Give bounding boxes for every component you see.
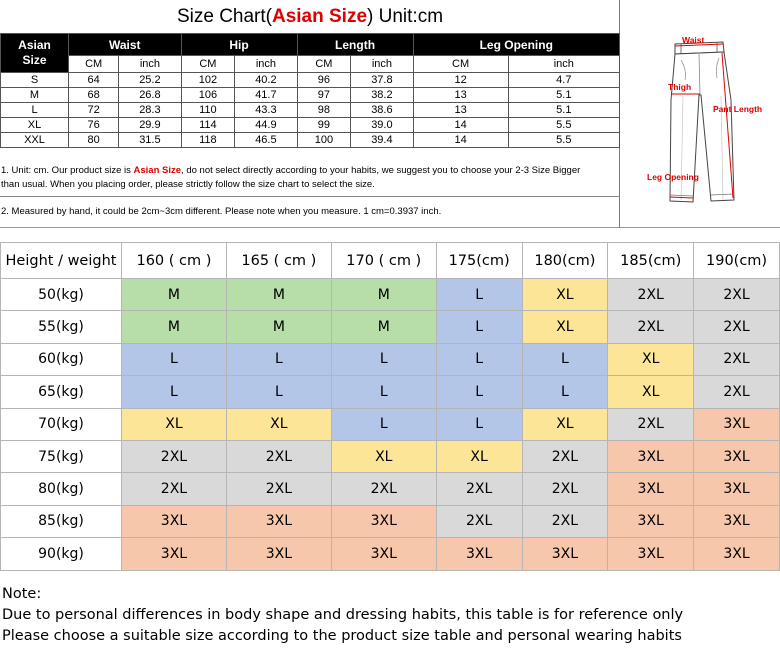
weight-cell: 75(kg) [1,440,122,472]
size-recommendation-cell: 2XL [122,473,227,505]
size-recommendation-cell: 3XL [694,538,780,570]
size-recommendation-cell: M [122,311,227,343]
size-recommendation-cell: 2XL [226,473,331,505]
size-recommendation-cell: XL [522,279,608,311]
weight-cell: 65(kg) [1,376,122,408]
divider [0,196,620,197]
unit-header: CM [413,56,508,73]
measurement-cell: 5.1 [508,88,619,103]
size-recommendation-cell: XL [331,440,436,472]
height-weight-rows [1,279,780,571]
unit-header: inch [351,56,413,73]
size-recommendation-cell: 3XL [694,473,780,505]
size-recommendation-cell: 2XL [522,473,608,505]
size-recommendation-cell: L [226,376,331,408]
table-row [1,88,620,103]
size-recommendation-cell: L [331,343,436,375]
measurement-cell: 64 [69,73,119,88]
measurement-cell: 80 [69,133,119,148]
chart-title: Size Chart(Asian Size) Unit:cm [176,6,444,27]
size-column-header: Asian Size [1,34,69,73]
unit-header: inch [235,56,297,73]
height-weight-table [0,242,780,571]
measurement-cell: 100 [297,133,351,148]
height-header: 190(cm) [694,243,780,279]
size-recommendation-cell: 2XL [694,376,780,408]
unit-header: CM [297,56,351,73]
size-recommendation-cell: 3XL [608,538,694,570]
height-header: 170 ( cm ) [331,243,436,279]
measurement-cell: 39.0 [351,118,413,133]
height-header: 180(cm) [522,243,608,279]
thigh-label: Thigh [668,82,692,92]
group-header-length: Length [297,34,413,56]
size-recommendation-cell: XL [608,376,694,408]
size-cell: L [1,103,69,118]
pants-diagram [621,0,780,228]
note-unit: 1. Unit: cm. Our product size is Asian Size, do not select directly according to your habits, we suggest you to choose your 2-3 Size Bigger than usual. When you placing order, please strictly follow the size chart to select the size. [1,165,581,190]
measurement-cell: 41.7 [235,88,297,103]
measurement-cell: 40.2 [235,73,297,88]
measurement-cell: 99 [297,118,351,133]
measurement-cell: 44.9 [235,118,297,133]
measurement-cell: 102 [181,73,235,88]
size-recommendation-cell: M [122,279,227,311]
table-row [1,440,780,472]
size-recommendation-cell: L [122,376,227,408]
size-recommendation-cell: 2XL [331,473,436,505]
measurement-cell: 43.3 [235,103,297,118]
measurement-cell: 13 [413,103,508,118]
size-recommendation-cell: 2XL [694,343,780,375]
table-row [1,73,620,88]
measurement-cell: 31.5 [119,133,181,148]
measurement-cell: 12 [413,73,508,88]
measurement-cell: 46.5 [235,133,297,148]
size-recommendation-cell: 3XL [608,473,694,505]
size-recommendation-cell: L [331,408,436,440]
size-recommendation-cell: 2XL [436,505,522,537]
size-recommendation-cell: M [331,311,436,343]
size-recommendation-cell: 3XL [522,538,608,570]
notes-line-1: Due to personal differences in body shape and dressing habits, this table is for reference only [2,607,684,623]
size-recommendation-cell: 3XL [122,505,227,537]
size-recommendation-cell: 3XL [436,538,522,570]
size-recommendation-cell: XL [122,408,227,440]
measurement-rows [1,73,620,148]
measurement-cell: 13 [413,88,508,103]
size-recommendation-cell: 3XL [331,505,436,537]
group-header-waist: Waist [69,34,182,56]
table-row [1,118,620,133]
table-row [1,311,780,343]
measurement-cell: 26.8 [119,88,181,103]
group-header-leg-opening: Leg Opening [413,34,619,56]
measurement-cell: 29.9 [119,118,181,133]
measurement-cell: 96 [297,73,351,88]
asian-size-highlight: Asian Size [271,6,368,27]
size-recommendation-cell: L [436,376,522,408]
size-recommendation-cell: 3XL [694,440,780,472]
measurement-cell: 14 [413,118,508,133]
measurement-cell: 25.2 [119,73,181,88]
size-recommendation-cell: 2XL [608,311,694,343]
measurement-cell: 110 [181,103,235,118]
measurement-cell: 4.7 [508,73,619,88]
table-row [1,538,780,570]
pants-outline-icon [621,0,780,228]
size-recommendation-cell: XL [522,311,608,343]
note-measurement: 2. Measured by hand, it could be 2cm~3cm different. Please note when you measure. 1 cm=0.3937 inch. [1,206,442,217]
size-chart-section [0,0,780,228]
size-recommendation-cell: 2XL [226,440,331,472]
size-recommendation-cell: 3XL [331,538,436,570]
size-recommendation-cell: L [122,343,227,375]
size-recommendation-cell: 3XL [694,408,780,440]
weight-cell: 80(kg) [1,473,122,505]
table-row [1,343,780,375]
measurement-cell: 14 [413,133,508,148]
weight-cell: 50(kg) [1,279,122,311]
weight-cell: 55(kg) [1,311,122,343]
measurement-cell: 118 [181,133,235,148]
size-recommendation-cell: 2XL [694,311,780,343]
bottom-notes [2,584,683,647]
measurement-cell: 68 [69,88,119,103]
weight-cell: 60(kg) [1,343,122,375]
measurement-cell: 97 [297,88,351,103]
waist-label: Waist [682,35,705,45]
size-recommendation-cell: L [331,376,436,408]
measurement-cell: 72 [69,103,119,118]
size-recommendation-cell: L [436,279,522,311]
size-recommendation-cell: XL [436,440,522,472]
measurement-cell: 76 [69,118,119,133]
weight-cell: 70(kg) [1,408,122,440]
size-recommendation-cell: 3XL [694,505,780,537]
weight-cell: 90(kg) [1,538,122,570]
measurement-cell: 39.4 [351,133,413,148]
corner-header: Height / weight [1,243,122,279]
notes-heading: Note: [2,586,42,602]
measurement-cell: 28.3 [119,103,181,118]
size-recommendation-cell: XL [608,343,694,375]
size-recommendation-cell: L [436,343,522,375]
size-recommendation-cell: 2XL [122,440,227,472]
size-recommendation-cell: 2XL [522,505,608,537]
size-cell: XXL [1,133,69,148]
unit-header: inch [119,56,181,73]
size-recommendation-cell: 2XL [436,473,522,505]
measurement-cell: 5.1 [508,103,619,118]
size-recommendation-cell: 2XL [694,279,780,311]
size-recommendation-cell: L [436,311,522,343]
table-row [1,408,780,440]
size-recommendation-cell: M [331,279,436,311]
height-header: 185(cm) [608,243,694,279]
notes-line-2: Please choose a suitable size according to the product size table and personal wearing habits [2,628,682,644]
size-recommendation-cell: M [226,279,331,311]
height-header-row [1,243,780,279]
size-chart-panel [0,0,620,228]
size-recommendation-cell: 3XL [122,538,227,570]
size-recommendation-cell: XL [226,408,331,440]
table-row [1,103,620,118]
measurement-table [0,33,620,148]
size-recommendation-cell: 3XL [608,505,694,537]
height-header: 160 ( cm ) [122,243,227,279]
size-recommendation-cell: 2XL [608,279,694,311]
size-recommendation-cell: 3XL [226,505,331,537]
size-recommendation-cell: M [226,311,331,343]
size-recommendation-cell: L [522,343,608,375]
group-header-hip: Hip [181,34,297,56]
size-recommendation-cell: 3XL [226,538,331,570]
unit-header: inch [508,56,619,73]
table-row [1,133,620,148]
height-header: 175(cm) [436,243,522,279]
size-recommendation-cell: XL [522,408,608,440]
measurement-cell: 38.2 [351,88,413,103]
size-recommendation-cell: 3XL [608,440,694,472]
size-recommendation-cell: L [522,376,608,408]
unit-header: CM [181,56,235,73]
pant-length-label: Pant Length [713,104,763,114]
measurement-cell: 98 [297,103,351,118]
size-cell: XL [1,118,69,133]
measurement-cell: 114 [181,118,235,133]
leg-opening-label: Leg Opening [647,172,699,182]
unit-header: CM [69,56,119,73]
measurement-cell: 106 [181,88,235,103]
measurement-cell: 37.8 [351,73,413,88]
size-recommendation-cell: 2XL [522,440,608,472]
size-recommendation-cell: 2XL [608,408,694,440]
table-row [1,505,780,537]
measurement-cell: 5.5 [508,118,619,133]
size-recommendation-cell: L [436,408,522,440]
unit-row [1,56,620,73]
table-row [1,279,780,311]
measurement-cell: 5.5 [508,133,619,148]
measurement-cell: 38.6 [351,103,413,118]
size-cell: M [1,88,69,103]
table-row [1,473,780,505]
weight-cell: 85(kg) [1,505,122,537]
height-header: 165 ( cm ) [226,243,331,279]
size-cell: S [1,73,69,88]
table-row [1,376,780,408]
size-recommendation-cell: L [226,343,331,375]
